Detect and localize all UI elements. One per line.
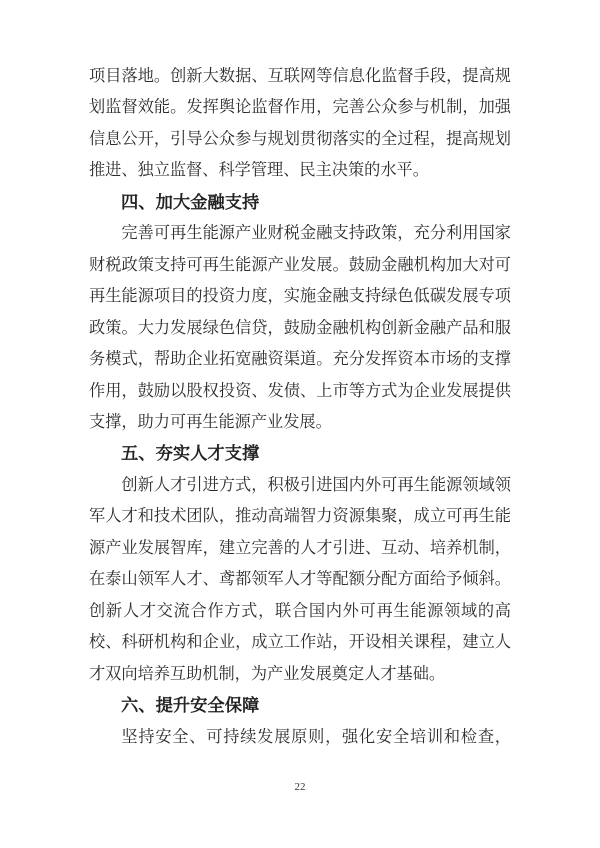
page-number: 22 — [294, 781, 306, 793]
paragraph-talent-support: 创新人才引进方式，积极引进国内外可再生能源领域领军人才和技术团队，推动高端智力资源集聚，成立可再生能源产业发展智库，建立完善的人才引进、互动、培养机制，在泰山领军人才、鸢都领军人才等配额分配方面给予倾斜。创新人才交流合作方式，联合国内外可再生能源领域的高校、科研机构和企业，成立工作站，开设相关课程，建立人才双向培养互助机制，为产业发展奠定人才基础。 — [89, 475, 511, 683]
section-heading-5-talent-support: 五、夯实人才支撑 — [121, 443, 260, 464]
paragraph-continuation-supervision: 项目落地。创新大数据、互联网等信息化监督手段，提高规划监督效能。发挥舆论监督作用，完善公众参与机制，加强信息公开，引导公众参与规划贯彻落实的全过程，提高规划推进、独立监督、科学管理、民主决策的水平。 — [89, 67, 511, 180]
section-heading-6-safety-assurance: 六、提升安全保障 — [121, 695, 260, 716]
page-body-text — [89, 61, 511, 753]
paragraph-safety-assurance-open: 坚持安全、可持续发展原则，强化安全培训和检查， — [121, 727, 511, 746]
section-heading-4-financial-support: 四、加大金融支持 — [121, 191, 260, 212]
paragraph-financial-support: 完善可再生能源产业财税金融支持政策，充分利用国家财税政策支持可再生能源产业发展。鼓励金融机构加大对可再生能源项目的投资力度，实施金融支持绿色低碳发展专项政策。大力发展绿色信贷，鼓励金融机构创新金融产品和服务模式，帮助企业拓宽融资渠道。充分发挥资本市场的支撑作用，鼓励以股权投资、发债、上市等方式为企业发展提供支撑，助力可再生能源产业发展。 — [89, 224, 511, 431]
